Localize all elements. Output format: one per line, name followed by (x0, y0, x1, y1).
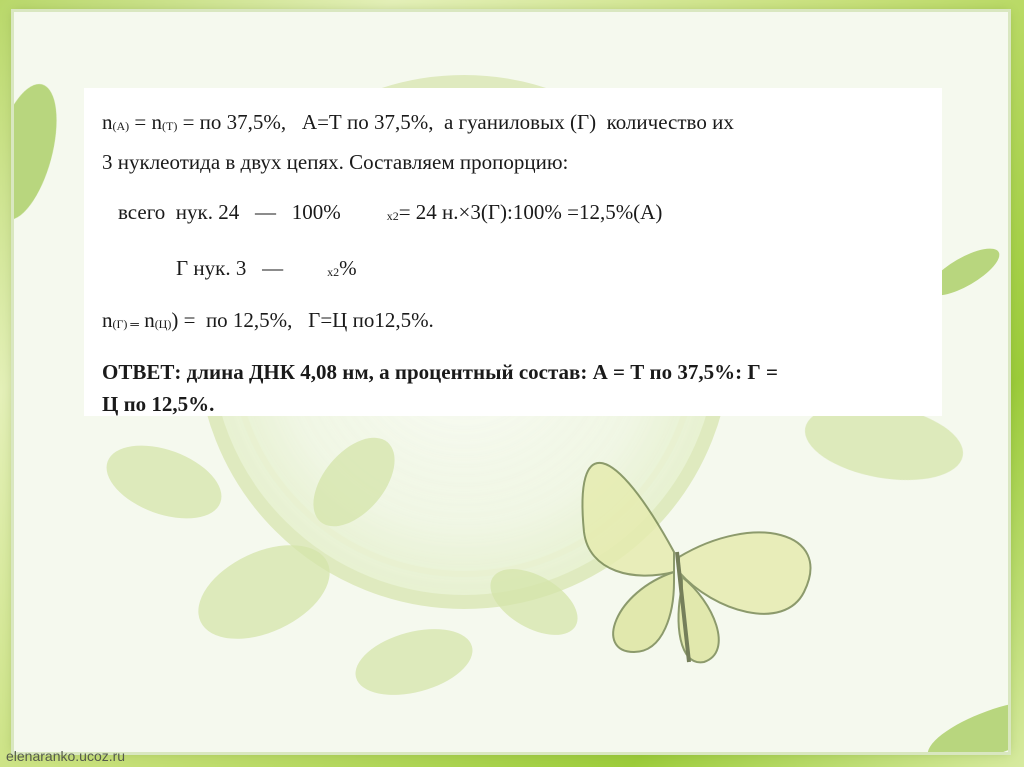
line-5-text: ) = по 12,5%, Г=Ц по12,5%. (171, 308, 434, 332)
n-g-label: n (102, 308, 113, 332)
n-t-label: = n (129, 110, 163, 134)
n-t-subscript: (Т) (162, 119, 178, 133)
n-g-subscript: (Г) ═ (112, 317, 139, 331)
n-c-label: n (138, 308, 155, 332)
butterfly-icon (582, 463, 810, 663)
line-4 (176, 258, 357, 279)
line-2: 3 нуклеотида в двух цепях. Составляем пропорцию: (102, 150, 569, 174)
n-a-label: n (102, 110, 113, 134)
n-c-subscript: (Ц) (154, 317, 172, 331)
percent-sign: % (339, 256, 357, 280)
x2-label: х2 (386, 209, 399, 223)
proportion-right: = 24 н.×3(Г):100% =12,5%(А) (398, 200, 663, 224)
proportion-left: всего нук. 24 — 100% (118, 200, 341, 224)
n-a-subscript: (А) (112, 119, 130, 133)
answer-line-1: ОТВЕТ: длина ДНК 4,08 нм, а процентный состав: А = Т по 37,5%: Г = (102, 360, 778, 384)
answer-line-2: Ц по 12,5%. (102, 392, 215, 416)
g-nuk-label: Г нук. 3 — (176, 256, 284, 280)
watermark: elenaranko.ucoz.ru (6, 748, 126, 764)
text-box (84, 88, 942, 416)
line-5 (102, 310, 434, 331)
line-3 (118, 202, 662, 223)
slide-frame (14, 12, 1008, 752)
line-1-text: = по 37,5%, А=Т по 37,5%, а гуаниловых (Г) количество их (177, 110, 734, 134)
x2-label-2: х2 (327, 265, 340, 279)
line-1 (102, 112, 734, 133)
